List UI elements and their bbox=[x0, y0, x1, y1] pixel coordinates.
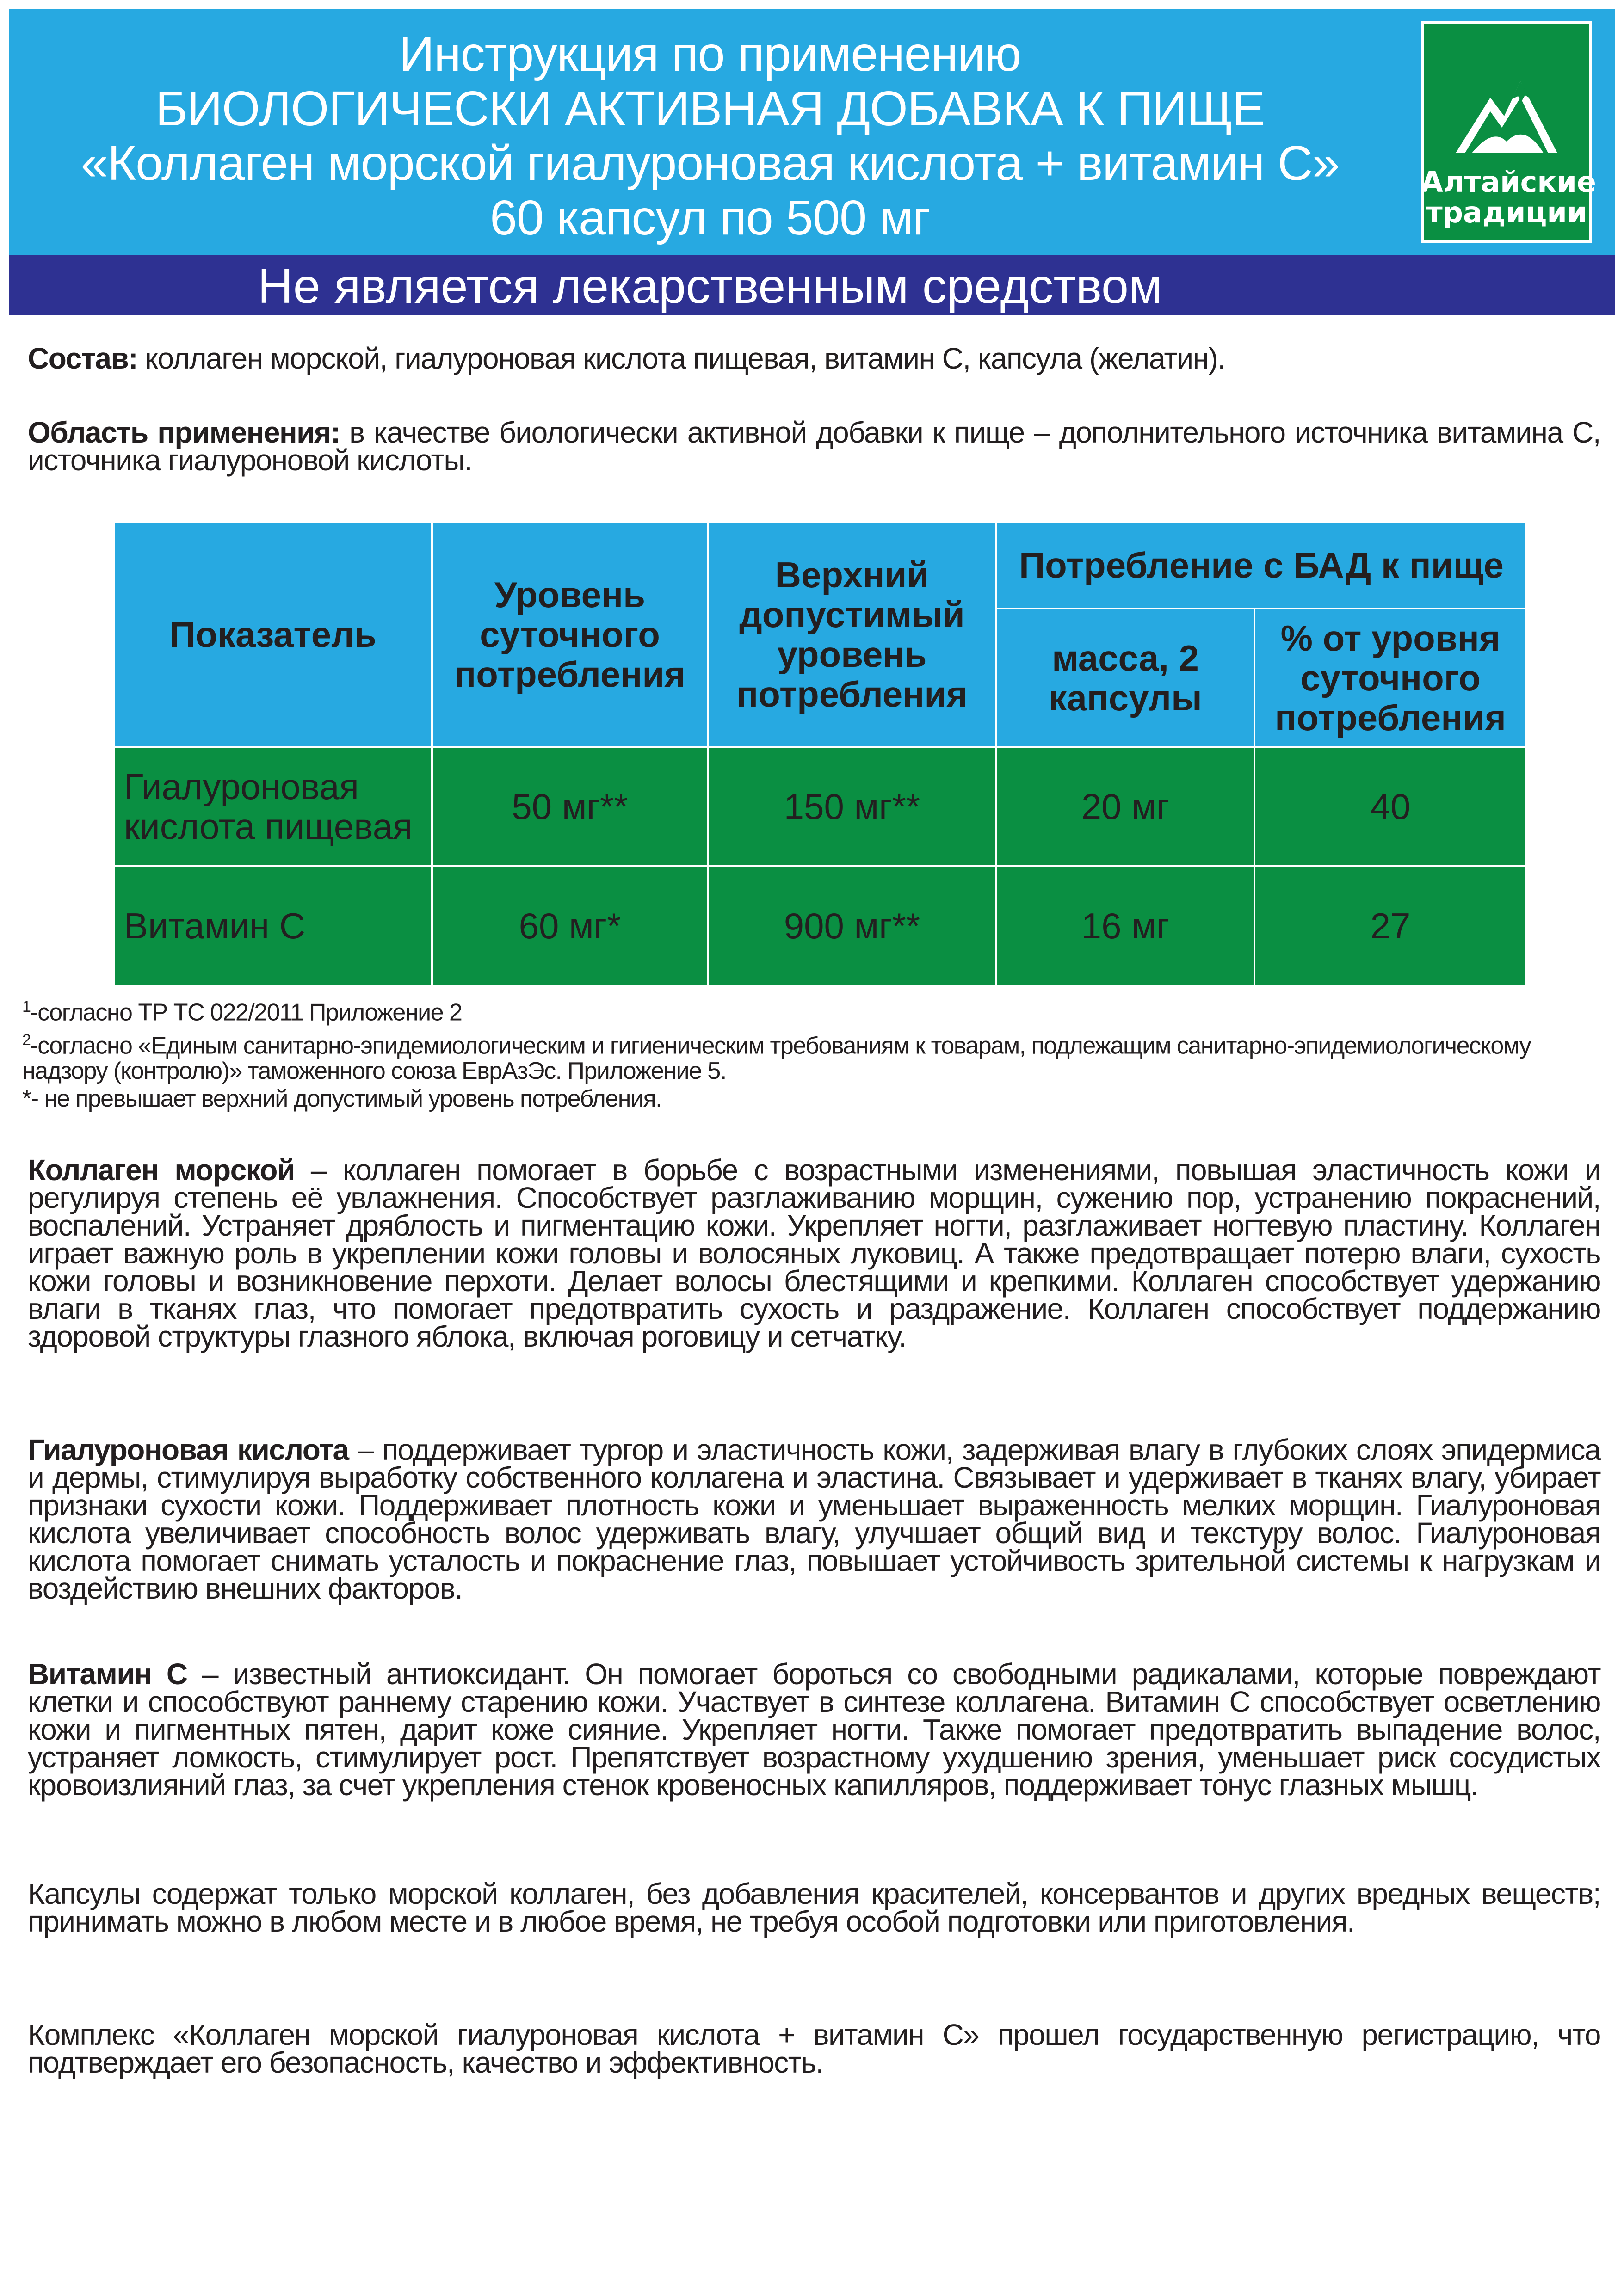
footnote-1-mark: 1 bbox=[22, 998, 31, 1016]
title-line-1: Инструкция по применению bbox=[399, 27, 1021, 81]
vitamin-c-label: Витамин С bbox=[28, 1657, 187, 1691]
header-indicator: Показатель bbox=[115, 523, 431, 746]
row-hyaluronic-mass: 20 мг bbox=[997, 748, 1254, 865]
collagen-section bbox=[28, 1153, 1601, 1353]
footnote-1-text: -согласно ТР ТС 022/2011 Приложение 2 bbox=[30, 999, 462, 1026]
collagen-text: – коллаген помогает в борьбе с возрастными изменениями, повышая эластичность кожи и регулируя степень её увлажнения. Способствует разглаживанию морщин, сужению пор, устранению покраснений, воспалений. Устраняет дряблость и пигментацию кожи. Укрепляет ногти, разглаживает ногтевую пластину. Коллаген играет важную роль в укреплении кожи головы и волосяных луковиц. А также предотвращает потерю влаги, сухость кожи головы и возникновение перхоти. Делает волосы блестящими и крепкими. Коллаген способствует удержанию влаги в тканях глаз, что помогает предотвратить сухость и раздражение. Коллаген способствует поддержанию здоровой структуры глазного яблока, включая роговицу и сетчатку. bbox=[28, 1153, 1601, 1353]
nutrition-table bbox=[115, 523, 1525, 985]
composition-label: Состав: bbox=[28, 342, 138, 375]
logo-text bbox=[1421, 165, 1596, 229]
logo-line-1: Алтайские bbox=[1421, 165, 1596, 199]
footnote-2-text: -согласно «Единым санитарно-эпидемиологическим и гигиеническим требованиям к товарам, подлежащим санитарно-эпидемиологическому надзору (контролю)» таможенного союза ЕврАзЭс. Приложение 5. bbox=[22, 1032, 1531, 1084]
footnote-1 bbox=[22, 994, 1604, 1025]
header-percent: % от уровня суточного потребления bbox=[1255, 609, 1525, 746]
header-upper-level: Верхний допустимый уровень потребления bbox=[709, 523, 995, 746]
header-consumption: Потребление с БАД к пище bbox=[997, 523, 1525, 608]
hyaluronic-section bbox=[28, 1433, 1601, 1605]
title-line-3: «Коллаген морской гиалуроновая кислота + витамин С» bbox=[80, 136, 1340, 191]
hyaluronic-text: – поддерживает тургор и эластичность кожи, задерживая влагу в глубоких слоях эпидермиса и дермы, стимулируя выработку собственного коллагена и эластина. Связывает и удерживает в тканях влагу, убирает признаки сухости кожи. Поддерживает плотность кожи и уменьшает выраженность мелких морщин. Гиалуроновая кислота увеличивает способность волос удерживать влагу, улучшает общий вид и текстуру волос. Гиалуроновая кислота помогает снимать усталость и покраснение глаз, повышает устойчивость зрительной системы к нагрузкам и воздействию внешних факторов. bbox=[28, 1433, 1601, 1605]
notice-bar bbox=[9, 255, 1615, 315]
registration-paragraph: Комплекс «Коллаген морской гиалуроновая кислота + витамин С» прошел государственную регистрацию, что подтверждает его безопасность, качество и эффективность. bbox=[28, 2018, 1600, 2079]
row-vitamin-c-daily: 60 мг* bbox=[433, 867, 707, 985]
application-text: в качестве биологически активной добавки к пище – дополнительного источника витамина С, источника гиалуроновой кислоты. bbox=[28, 416, 1601, 477]
footnote-2 bbox=[22, 1028, 1604, 1083]
collagen-label: Коллаген морской bbox=[28, 1153, 295, 1187]
row-vitamin-c-name: Витамин С bbox=[115, 867, 431, 985]
hyaluronic-label: Гиалуроновая кислота bbox=[28, 1433, 349, 1466]
row-vitamin-c-percent: 27 bbox=[1255, 867, 1525, 985]
brand-logo bbox=[1421, 21, 1596, 243]
footnote-3 bbox=[22, 1086, 1604, 1111]
row-hyaluronic-percent: 40 bbox=[1255, 748, 1525, 865]
capsules-paragraph: Капсулы содержат только морской коллаген, без добавления красителей, консервантов и других вредных веществ; принимать можно в любом месте и в любое время, не требуя особой подготовки или приготовления. bbox=[28, 1877, 1600, 1938]
row-vitamin-c-upper: 900 мг** bbox=[709, 867, 995, 985]
document-title bbox=[9, 27, 1411, 245]
row-hyaluronic-upper: 150 мг** bbox=[709, 748, 995, 865]
footnote-2-mark: 2 bbox=[22, 1031, 31, 1049]
header-mass: масса, 2 капсулы bbox=[997, 609, 1254, 746]
notice-text: Не является лекарственным средством bbox=[258, 259, 1162, 314]
row-vitamin-c-mass: 16 мг bbox=[997, 867, 1254, 985]
row-hyaluronic-daily: 50 мг** bbox=[433, 748, 707, 865]
header-banner bbox=[9, 9, 1615, 255]
footnote-3-text: *- не превышает верхний допустимый уровень потребления. bbox=[22, 1085, 662, 1112]
application-paragraph bbox=[28, 416, 1601, 477]
header-daily-level: Уровень суточного потребления bbox=[433, 523, 707, 746]
title-line-2: БИОЛОГИЧЕСКИ АКТИВНАЯ ДОБАВКА К ПИЩЕ bbox=[155, 81, 1265, 136]
composition-text: коллаген морской, гиалуроновая кислота пищевая, витамин С, капсула (желатин). bbox=[137, 342, 1225, 375]
vitamin-c-section bbox=[28, 1657, 1600, 1802]
vitamin-c-text: – известный антиоксидант. Он помогает бороться со свободными радикалами, которые повреждают клетки и способствуют раннему старению кожи. Участвует в синтезе коллагена. Витамин С способствует осветлению кожи и пигментных пятен, дарит коже сияние. Укрепляет ногти. Также помогает предотвратить выпадение волос, устраняет ломкость, стимулирует рост. Препятствует возрастному ухудшению зрения, уменьшает риск сосудистых кровоизлияний глаз, за счет укрепления стенок кровеносных капилляров, поддерживает тонус глазных мышц. bbox=[28, 1657, 1600, 1802]
application-label: Область применения: bbox=[28, 416, 340, 449]
mountain-icon bbox=[1451, 72, 1562, 160]
composition-paragraph bbox=[28, 342, 1600, 375]
logo-line-2: традиции bbox=[1426, 196, 1587, 229]
footnotes bbox=[22, 994, 1604, 1114]
row-hyaluronic-name: Гиалуроновая кислота пищевая bbox=[115, 748, 431, 865]
title-line-4: 60 капсул по 500 мг bbox=[489, 191, 931, 245]
